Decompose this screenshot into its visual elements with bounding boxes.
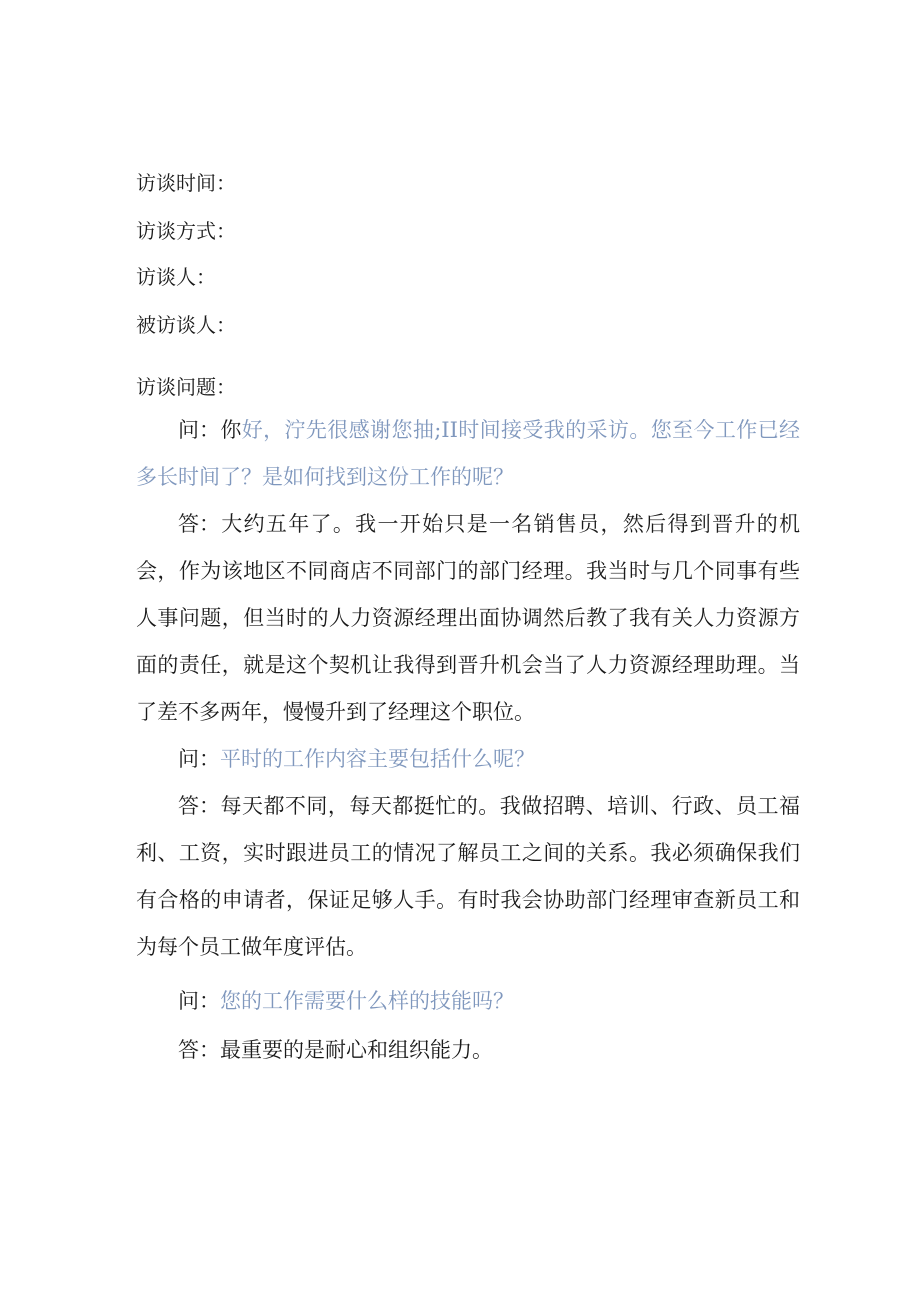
interview-time-label: 访谈时间：: [136, 171, 236, 195]
question-2: [136, 736, 800, 783]
question-1-label: 问：: [178, 418, 220, 442]
answer-3-label: 答：: [178, 1038, 220, 1062]
question-1-lead: 你: [220, 418, 242, 442]
answer-3-text: 最重要的是耐心和组织能力。: [220, 1038, 493, 1062]
question-2-label: 问：: [178, 747, 220, 771]
question-3-label: 问：: [178, 989, 220, 1013]
question-3: [136, 978, 800, 1025]
answer-3: [136, 1027, 800, 1074]
answer-2-label: 答：: [178, 794, 220, 818]
answer-2: [136, 783, 800, 971]
question-1: [136, 407, 800, 501]
question-3-text: 您的工作需要什么样的技能吗？: [220, 989, 514, 1013]
answer-1: [136, 501, 800, 736]
interview-method-label: 访谈方式：: [136, 219, 236, 243]
interviewee-label: 被访谈人：: [136, 313, 236, 337]
interviewer-label: 访谈人：: [136, 265, 216, 289]
answer-1-label: 答：: [178, 512, 220, 536]
interview-questions-label: 访谈问题：: [136, 375, 236, 399]
answer-2-text: 每天都不同，每天都挺忙的。我做招聘、培训、行政、员工福利、工资，实时跟进员工的情况了解员工之间的关系。我必须确保我们有合格的申请者，保证足够人手。有时我会协助部门经理审查新员工和为每个员工做年度评估。: [136, 794, 800, 959]
answer-1-text: 大约五年了。我一开始只是一名销售员，然后得到晋升的机会，作为该地区不同商店不同部门的部门经理。我当时与几个同事有些人事问题，但当时的人力资源经理出面协调然后教了我有关人力资源方面的责任，就是这个契机让我得到晋升机会当了人力资源经理助理。当了差不多两年，慢慢升到了经理这个职位。: [136, 512, 800, 724]
question-1-text: 好，泞先很感谢您抽;II时间接受我的采访。您至今工作已经多长时间了？是如何找到这份工作的呢？: [136, 418, 800, 489]
question-2-text: 平时的工作内容主要包括什么呢？: [220, 747, 535, 771]
